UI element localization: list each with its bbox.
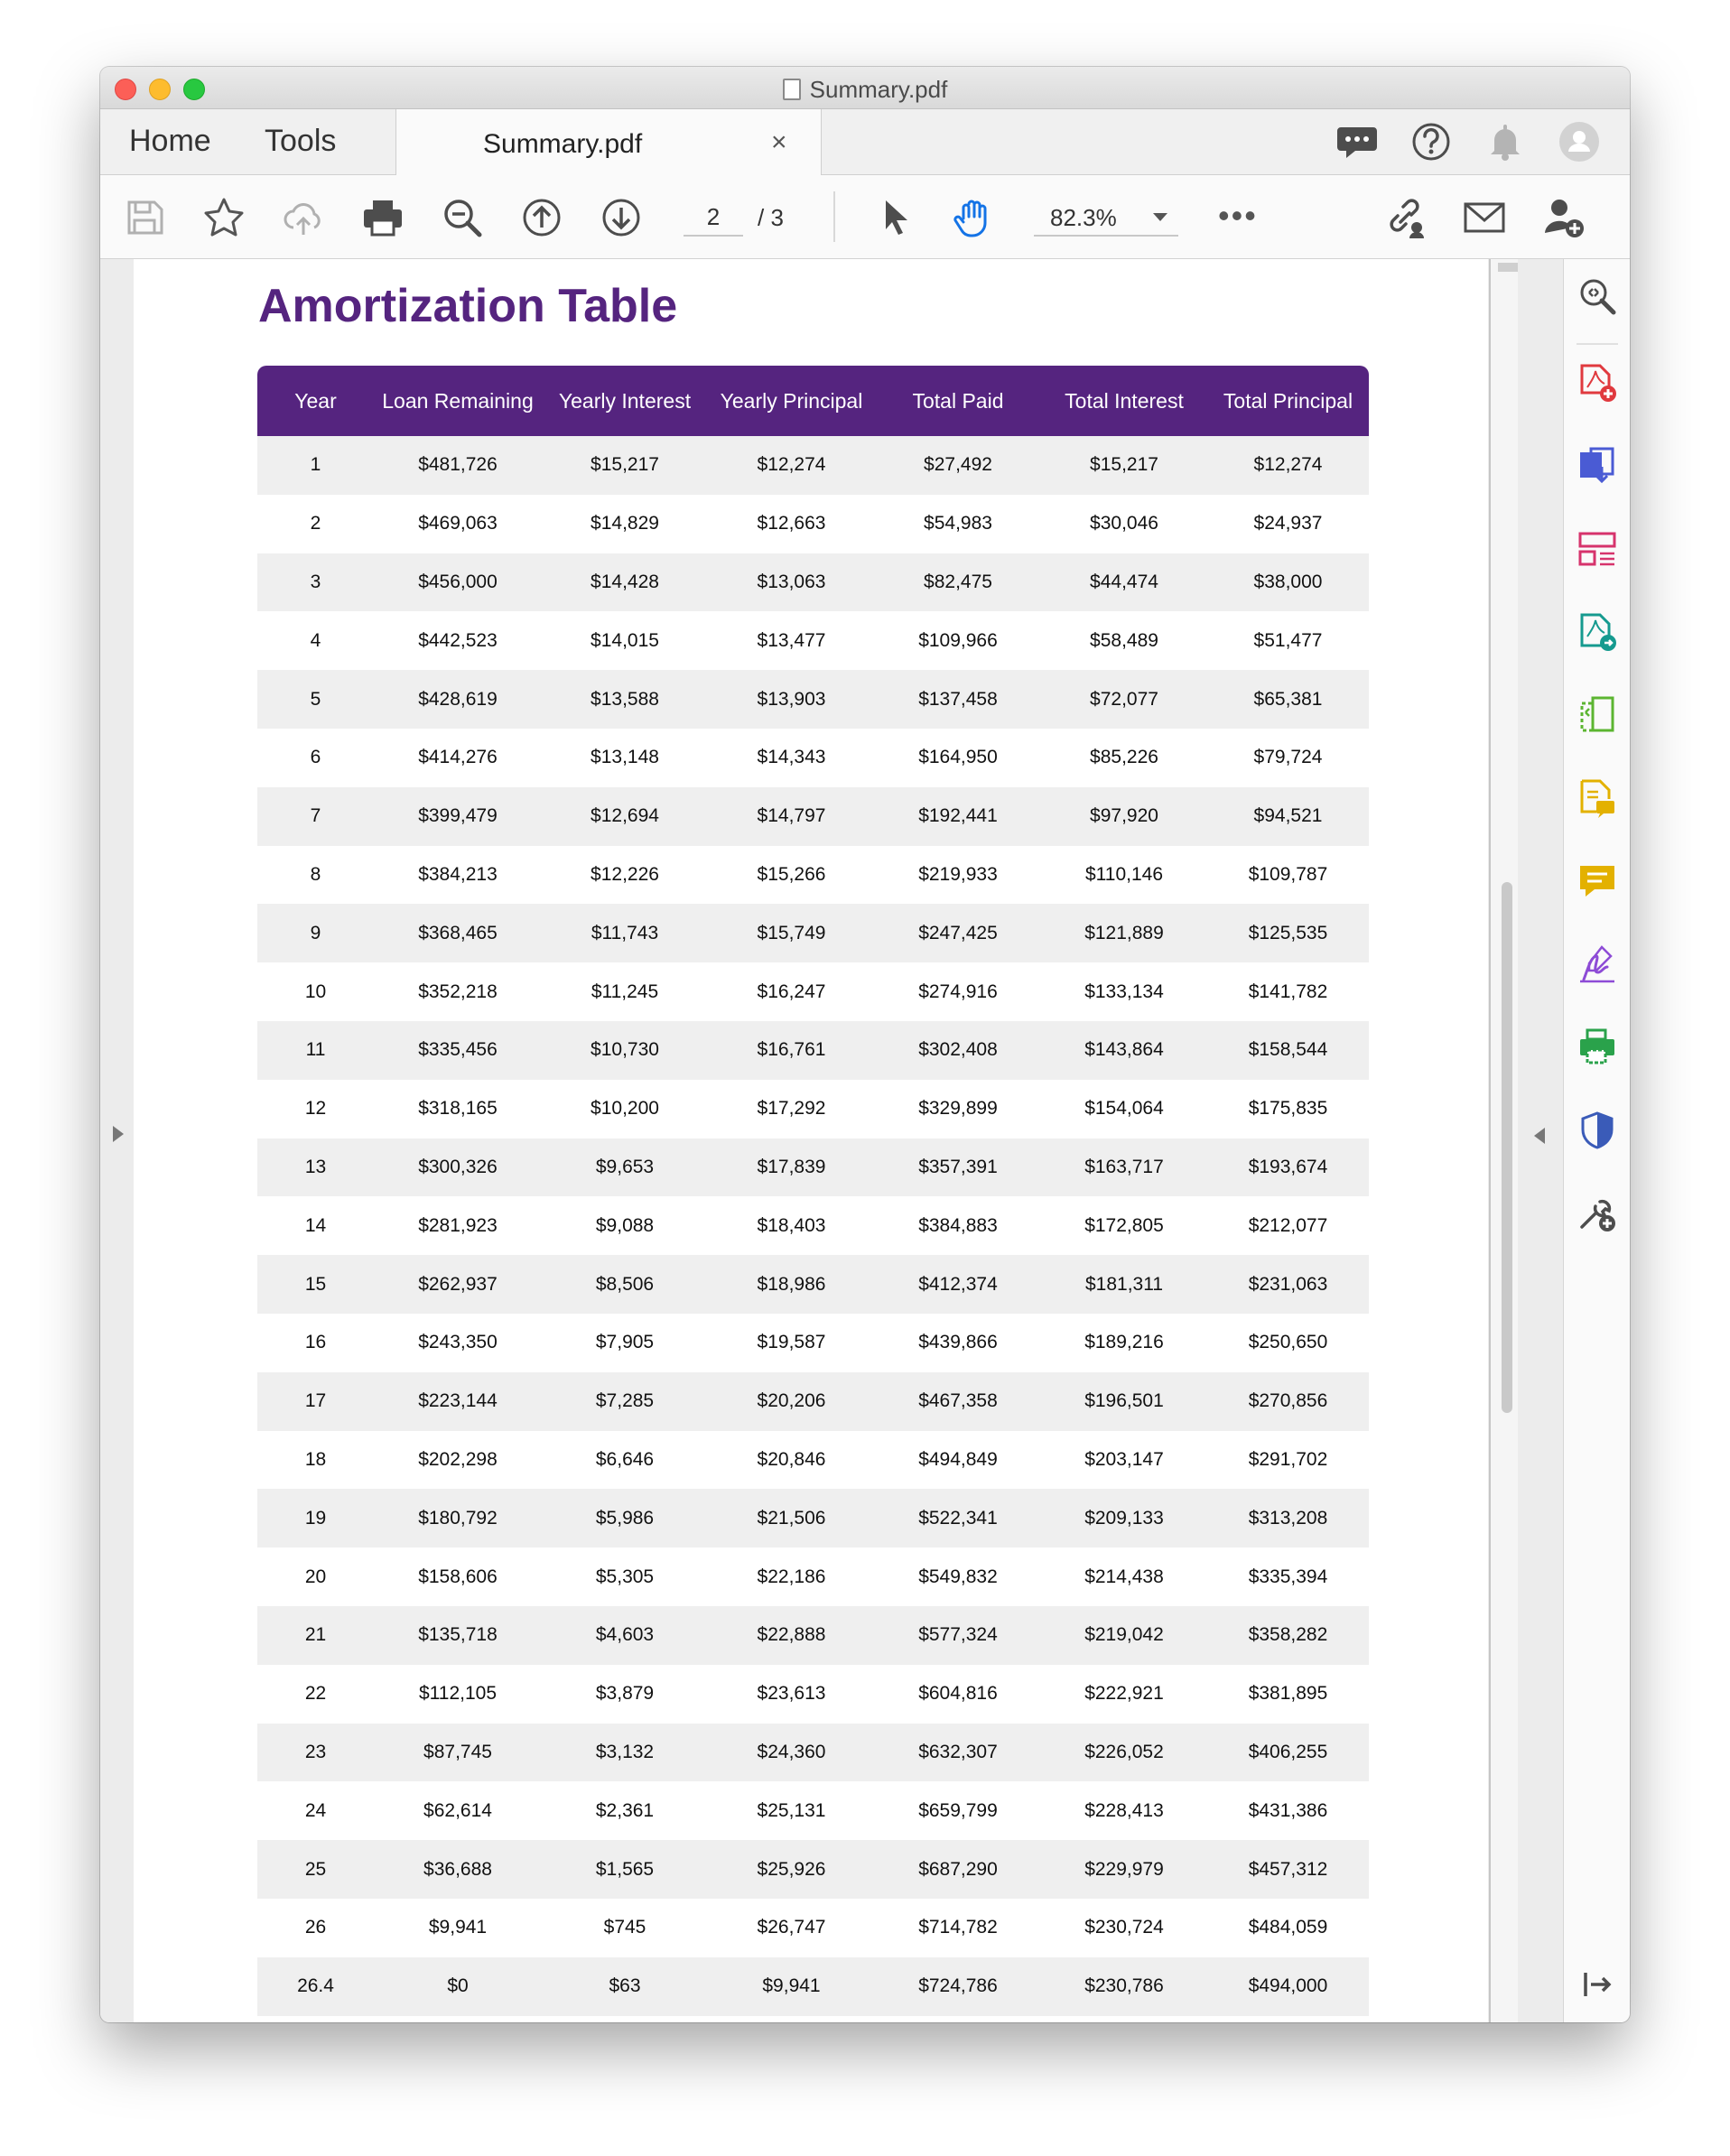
- table-cell: $18,403: [757, 1214, 826, 1236]
- table-cell: $12,226: [591, 863, 659, 885]
- add-user-icon[interactable]: [1541, 195, 1586, 240]
- table-cell: 7: [310, 805, 321, 827]
- table-cell: $22,888: [757, 1624, 826, 1646]
- table-cell: $15,749: [757, 922, 826, 943]
- table-cell: $5,986: [595, 1507, 655, 1529]
- right-panel-gutter: [1518, 259, 1563, 2022]
- table-cell: $154,064: [1084, 1098, 1164, 1120]
- column-header: Total Paid: [912, 388, 1004, 413]
- table-cell: $302,408: [918, 1039, 998, 1061]
- table-cell: $352,218: [418, 980, 498, 1002]
- table-cell: $270,856: [1248, 1390, 1328, 1412]
- edit-pdf-icon[interactable]: [1577, 611, 1618, 653]
- table-cell: 25: [304, 1858, 327, 1880]
- tools-divider: [1577, 343, 1618, 345]
- table-cell: $85,226: [1090, 747, 1158, 768]
- table-cell: $8,506: [595, 1273, 655, 1295]
- table-cell: $9,941: [428, 1917, 488, 1938]
- table-cell: $192,441: [918, 805, 998, 827]
- table-cell: $632,307: [918, 1741, 998, 1762]
- table-cell: $163,717: [1084, 1156, 1164, 1177]
- table-cell: 14: [304, 1214, 327, 1236]
- table-cell: 13: [304, 1156, 327, 1177]
- tab-tools[interactable]: Tools: [265, 124, 337, 158]
- table-cell: 23: [304, 1741, 327, 1762]
- organize-pages-icon[interactable]: [1577, 528, 1618, 570]
- table-cell: $20,206: [757, 1390, 826, 1412]
- table-cell: $10,200: [591, 1098, 659, 1120]
- table-cell: 1: [310, 454, 321, 476]
- main-toolbar: [100, 175, 1630, 259]
- table-cell: $12,694: [591, 805, 659, 827]
- column-header: Total Interest: [1065, 388, 1184, 413]
- table-cell: $11,245: [591, 980, 659, 1002]
- compare-icon[interactable]: [1577, 694, 1618, 736]
- protect-icon[interactable]: [1577, 1110, 1618, 1151]
- table-cell: $18,986: [757, 1273, 826, 1295]
- table-cell: $281,923: [418, 1214, 498, 1236]
- table-cell: 6: [310, 747, 321, 768]
- column-header: Total Principal: [1223, 388, 1353, 413]
- table-row: [257, 1547, 1369, 1606]
- table-cell: 15: [304, 1273, 327, 1295]
- table-cell: $604,816: [918, 1683, 998, 1705]
- more-tools-icon[interactable]: [1577, 1193, 1618, 1234]
- table-cell: $44,474: [1090, 571, 1158, 592]
- table-cell: $180,792: [418, 1507, 498, 1529]
- table-cell: $457,312: [1248, 1858, 1328, 1880]
- document-viewer[interactable]: [100, 259, 1563, 2022]
- table-cell: $577,324: [918, 1624, 998, 1646]
- table-cell: $219,933: [918, 863, 998, 885]
- table-cell: $5,305: [595, 1566, 655, 1587]
- cloud-upload-icon[interactable]: [281, 195, 326, 240]
- page-up-icon[interactable]: [519, 195, 564, 240]
- table-cell: $1,565: [595, 1858, 655, 1880]
- table-cell: $54,983: [924, 513, 992, 534]
- table-row: [257, 1314, 1369, 1372]
- table-row: [257, 1138, 1369, 1197]
- table-cell: 18: [304, 1448, 327, 1470]
- table-cell: $247,425: [918, 922, 998, 943]
- table-cell: $3,132: [595, 1741, 655, 1762]
- table-cell: $202,298: [418, 1448, 498, 1470]
- fill-sign-icon[interactable]: [1577, 943, 1618, 985]
- table-row: [257, 553, 1369, 612]
- table-cell: $13,477: [757, 629, 826, 651]
- table-cell: 9: [310, 922, 321, 943]
- table-cell: $24,937: [1253, 513, 1323, 534]
- page-title: Amortization Table: [258, 280, 678, 332]
- table-row: [257, 1724, 1369, 1782]
- left-panel-toggle-icon[interactable]: [113, 1126, 124, 1142]
- tab-document[interactable]: [395, 109, 822, 175]
- save-icon[interactable]: [122, 195, 167, 240]
- table-cell: $14,797: [757, 805, 826, 827]
- zoom-value: 82.3%: [1050, 204, 1117, 231]
- table-cell: 4: [310, 629, 321, 651]
- table-cell: 5: [310, 688, 321, 710]
- table-cell: $87,745: [423, 1741, 492, 1762]
- collapse-panel-icon[interactable]: [1577, 1964, 1618, 2005]
- table-cell: $135,718: [418, 1624, 498, 1646]
- zoom-select[interactable]: [1034, 199, 1178, 237]
- table-cell: $110,146: [1084, 863, 1164, 885]
- table-cell: $12,274: [757, 454, 826, 476]
- table-cell: $522,341: [918, 1507, 998, 1529]
- table-cell: $36,688: [423, 1858, 492, 1880]
- table-cell: $3,879: [595, 1683, 655, 1705]
- table-cell: $659,799: [918, 1799, 998, 1821]
- table-cell: 19: [304, 1507, 327, 1529]
- table-cell: $230,724: [1084, 1917, 1164, 1938]
- table-cell: $428,619: [418, 688, 498, 710]
- scrollbar-top-cap: [1498, 263, 1518, 272]
- table-cell: $112,105: [418, 1683, 498, 1705]
- create-pdf-icon[interactable]: [1577, 362, 1618, 404]
- table-cell: $6,646: [595, 1448, 655, 1470]
- tab-home[interactable]: Home: [129, 124, 211, 158]
- table-cell: $431,386: [1248, 1799, 1328, 1821]
- table-cell: $9,941: [762, 1975, 821, 1997]
- table-cell: $228,413: [1084, 1799, 1164, 1821]
- table-cell: $384,213: [418, 863, 498, 885]
- close-tab-button[interactable]: ×: [771, 127, 787, 157]
- table-cell: 24: [304, 1799, 327, 1821]
- table-cell: $189,216: [1084, 1332, 1164, 1353]
- column-header: Year: [294, 388, 337, 413]
- table-cell: $27,492: [924, 454, 992, 476]
- table-cell: $226,052: [1084, 1741, 1164, 1762]
- table-row: [257, 495, 1369, 553]
- table-cell: $158,606: [418, 1566, 498, 1587]
- table-row: [257, 1957, 1369, 2016]
- table-cell: $250,650: [1248, 1332, 1328, 1353]
- table-cell: 20: [304, 1566, 327, 1587]
- title-bar: [100, 67, 1630, 109]
- table-row: [257, 1021, 1369, 1080]
- right-panel-toggle-icon[interactable]: [1534, 1128, 1545, 1144]
- table-cell: $484,059: [1248, 1917, 1328, 1938]
- comment-doc-icon[interactable]: [1577, 777, 1618, 819]
- table-row: [257, 904, 1369, 962]
- print-icon[interactable]: [360, 195, 405, 240]
- table-cell: $38,000: [1253, 571, 1323, 592]
- scrollbar-thumb[interactable]: [1502, 882, 1512, 1413]
- table-row: [257, 1781, 1369, 1840]
- table-cell: $196,501: [1084, 1390, 1164, 1412]
- table-cell: $229,979: [1084, 1858, 1164, 1880]
- comment-bubble-icon[interactable]: [1577, 860, 1618, 902]
- table-cell: $15,266: [757, 863, 826, 885]
- table-cell: $26,747: [757, 1917, 826, 1938]
- column-header: Yearly Interest: [558, 388, 692, 413]
- table-cell: $12,274: [1253, 454, 1323, 476]
- table-row: [257, 1606, 1369, 1665]
- table-cell: $494,849: [918, 1448, 998, 1470]
- table-cell: $65,381: [1253, 688, 1323, 710]
- table-row: [257, 1255, 1369, 1314]
- table-cell: $94,521: [1253, 805, 1323, 827]
- hand-icon[interactable]: [953, 195, 998, 240]
- table-cell: $494,000: [1248, 1975, 1328, 1997]
- table-cell: $143,864: [1084, 1039, 1164, 1061]
- table-cell: $469,063: [418, 513, 498, 534]
- table-row: [257, 1080, 1369, 1138]
- page-down-icon[interactable]: [599, 195, 644, 240]
- document-tab-label: Summary.pdf: [483, 129, 643, 159]
- table-header-row: [257, 366, 1369, 436]
- table-cell: $745: [603, 1917, 646, 1938]
- page-number-input[interactable]: 2: [684, 199, 743, 237]
- column-header: Loan Remaining: [382, 388, 534, 413]
- table-row: [257, 1665, 1369, 1724]
- table-cell: $175,835: [1248, 1098, 1328, 1120]
- table-cell: $7,285: [595, 1390, 655, 1412]
- table-cell: $212,077: [1248, 1214, 1328, 1236]
- table-cell: $384,883: [918, 1214, 998, 1236]
- table-cell: $97,920: [1090, 805, 1158, 827]
- table-cell: $141,782: [1248, 980, 1328, 1002]
- table-cell: $406,255: [1248, 1741, 1328, 1762]
- vertical-scrollbar[interactable]: [1489, 259, 1520, 2022]
- share-link-icon[interactable]: [1382, 195, 1428, 240]
- table-cell: $21,506: [757, 1507, 826, 1529]
- table-cell: 10: [304, 980, 327, 1002]
- table-cell: $549,832: [918, 1566, 998, 1587]
- table-cell: 22: [304, 1683, 327, 1705]
- table-cell: $12,663: [757, 513, 826, 534]
- window-title-text: Summary.pdf: [809, 76, 948, 103]
- table-cell: $329,899: [918, 1098, 998, 1120]
- table-cell: $467,358: [918, 1390, 998, 1412]
- table-cell: $9,088: [595, 1214, 655, 1236]
- help-icon[interactable]: [1409, 120, 1453, 163]
- table-row: [257, 1196, 1369, 1255]
- zoom-out-icon[interactable]: [440, 195, 485, 240]
- table-cell: 16: [304, 1332, 327, 1353]
- table-cell: 26.4: [297, 1975, 334, 1997]
- table-cell: 26: [304, 1917, 327, 1938]
- print-production-icon[interactable]: [1577, 1027, 1618, 1068]
- pdf-window: [100, 67, 1630, 2022]
- page-count: / 3: [758, 204, 784, 231]
- table-cell: $214,438: [1084, 1566, 1164, 1587]
- table-cell: 17: [304, 1390, 327, 1412]
- table-cell: $381,895: [1248, 1683, 1328, 1705]
- table-cell: $412,374: [918, 1273, 998, 1295]
- table-cell: 8: [310, 863, 321, 885]
- table-cell: $181,311: [1084, 1273, 1164, 1295]
- table-cell: 12: [304, 1098, 327, 1120]
- table-cell: $262,937: [418, 1273, 498, 1295]
- table-cell: $724,786: [918, 1975, 998, 1997]
- table-cell: $291,702: [1248, 1448, 1328, 1470]
- table-cell: $358,282: [1248, 1624, 1328, 1646]
- table-cell: $24,360: [757, 1741, 826, 1762]
- table-cell: $82,475: [924, 571, 992, 592]
- table-cell: $13,588: [591, 688, 659, 710]
- table-cell: $172,805: [1084, 1214, 1164, 1236]
- table-row: [257, 611, 1369, 670]
- table-cell: $72,077: [1090, 688, 1158, 710]
- table-cell: $300,326: [418, 1156, 498, 1177]
- table-row: [257, 1372, 1369, 1431]
- column-header: Yearly Principal: [720, 388, 863, 413]
- table-cell: 2: [310, 513, 321, 534]
- table-cell: $687,290: [918, 1858, 998, 1880]
- table-cell: $16,247: [757, 980, 826, 1002]
- table-cell: $335,456: [418, 1039, 498, 1061]
- table-cell: $7,905: [595, 1332, 655, 1353]
- table-cell: $414,276: [418, 747, 498, 768]
- table-row: [257, 1899, 1369, 1957]
- table-row: [257, 729, 1369, 787]
- table-cell: $158,544: [1248, 1039, 1328, 1061]
- table-cell: $4,603: [595, 1624, 655, 1646]
- table-cell: $133,134: [1084, 980, 1164, 1002]
- table-cell: $13,063: [757, 571, 826, 592]
- table-cell: $23,613: [757, 1683, 826, 1705]
- amortization-table: [257, 366, 1369, 2016]
- table-row: [257, 787, 1369, 846]
- table-cell: $10,730: [591, 1039, 659, 1061]
- table-cell: $17,839: [757, 1156, 826, 1177]
- table-cell: $222,921: [1084, 1683, 1164, 1705]
- table-cell: $219,042: [1084, 1624, 1164, 1646]
- table-row: [257, 1489, 1369, 1547]
- toolbar-divider: [833, 191, 835, 242]
- email-icon[interactable]: [1462, 195, 1507, 240]
- table-cell: $121,889: [1084, 922, 1164, 943]
- table-body: [257, 436, 1369, 2016]
- table-cell: $274,916: [918, 980, 998, 1002]
- table-cell: $714,782: [918, 1917, 998, 1938]
- table-cell: $79,724: [1253, 747, 1323, 768]
- table-cell: 21: [304, 1624, 327, 1646]
- search-zoom-icon[interactable]: [1577, 275, 1618, 317]
- table-cell: $13,903: [757, 688, 826, 710]
- tools-panel: [1563, 259, 1630, 2022]
- select-arrow-icon[interactable]: [873, 195, 918, 240]
- table-cell: $14,428: [591, 571, 659, 592]
- avatar-icon[interactable]: [1558, 120, 1601, 163]
- table-cell: $357,391: [918, 1156, 998, 1177]
- table-cell: $25,926: [757, 1858, 826, 1880]
- table-cell: $209,133: [1084, 1507, 1164, 1529]
- table-cell: $14,015: [591, 629, 659, 651]
- table-cell: $456,000: [418, 571, 498, 592]
- export-pdf-icon[interactable]: [1577, 445, 1618, 487]
- table-cell: $223,144: [418, 1390, 498, 1412]
- table-cell: $15,217: [591, 454, 659, 476]
- tab-bar: [100, 109, 1630, 175]
- table-cell: $19,587: [757, 1332, 826, 1353]
- pdf-page: [134, 259, 1488, 2022]
- table-cell: $2,361: [595, 1799, 655, 1821]
- table-cell: $109,966: [918, 629, 998, 651]
- window-title: [100, 76, 1630, 104]
- table-cell: $14,829: [591, 513, 659, 534]
- table-cell: $318,165: [418, 1098, 498, 1120]
- table-cell: $63: [609, 1975, 641, 1997]
- table-cell: $243,350: [418, 1332, 498, 1353]
- table-cell: $368,465: [418, 922, 498, 943]
- table-cell: $51,477: [1253, 629, 1323, 651]
- table-cell: $439,866: [918, 1332, 998, 1353]
- table-row: [257, 436, 1369, 495]
- table-cell: $203,147: [1084, 1448, 1164, 1470]
- table-cell: $14,343: [757, 747, 826, 768]
- chevron-down-icon: [1153, 213, 1167, 221]
- table-cell: 11: [305, 1039, 326, 1061]
- table-cell: $13,148: [591, 747, 659, 768]
- table-cell: $335,394: [1248, 1566, 1328, 1587]
- table-cell: $15,217: [1090, 454, 1158, 476]
- table-cell: $399,479: [418, 805, 498, 827]
- table-cell: $22,186: [757, 1566, 826, 1587]
- table-cell: 3: [310, 571, 321, 592]
- table-cell: $164,950: [918, 747, 998, 768]
- table-cell: $230,786: [1084, 1975, 1164, 1997]
- table-cell: $9,653: [595, 1156, 655, 1177]
- table-row: [257, 1840, 1369, 1899]
- pdf-file-icon: [783, 79, 801, 100]
- table-cell: $62,614: [423, 1799, 492, 1821]
- table-cell: $30,046: [1090, 513, 1158, 534]
- table-cell: $109,787: [1248, 863, 1328, 885]
- table-cell: $193,674: [1248, 1156, 1328, 1177]
- table-cell: $137,458: [918, 688, 998, 710]
- table-cell: $16,761: [757, 1039, 826, 1061]
- table-row: [257, 846, 1369, 905]
- table-cell: $313,208: [1248, 1507, 1328, 1529]
- table-cell: $20,846: [757, 1448, 826, 1470]
- table-cell: $58,489: [1090, 629, 1158, 651]
- comment-icon[interactable]: [1335, 120, 1379, 163]
- table-row: [257, 1431, 1369, 1490]
- table-cell: $11,743: [591, 922, 659, 943]
- table-cell: $481,726: [418, 454, 498, 476]
- star-icon[interactable]: [201, 195, 246, 240]
- table-cell: $442,523: [418, 629, 498, 651]
- table-row: [257, 670, 1369, 729]
- table-cell: $25,131: [757, 1799, 826, 1821]
- more-options-button[interactable]: •••: [1218, 197, 1258, 234]
- table-cell: $231,063: [1248, 1273, 1328, 1295]
- bell-icon[interactable]: [1484, 120, 1527, 163]
- table-row: [257, 962, 1369, 1021]
- table-cell: $125,535: [1248, 922, 1328, 943]
- table-cell: $17,292: [757, 1098, 826, 1120]
- table-cell: $0: [447, 1975, 469, 1997]
